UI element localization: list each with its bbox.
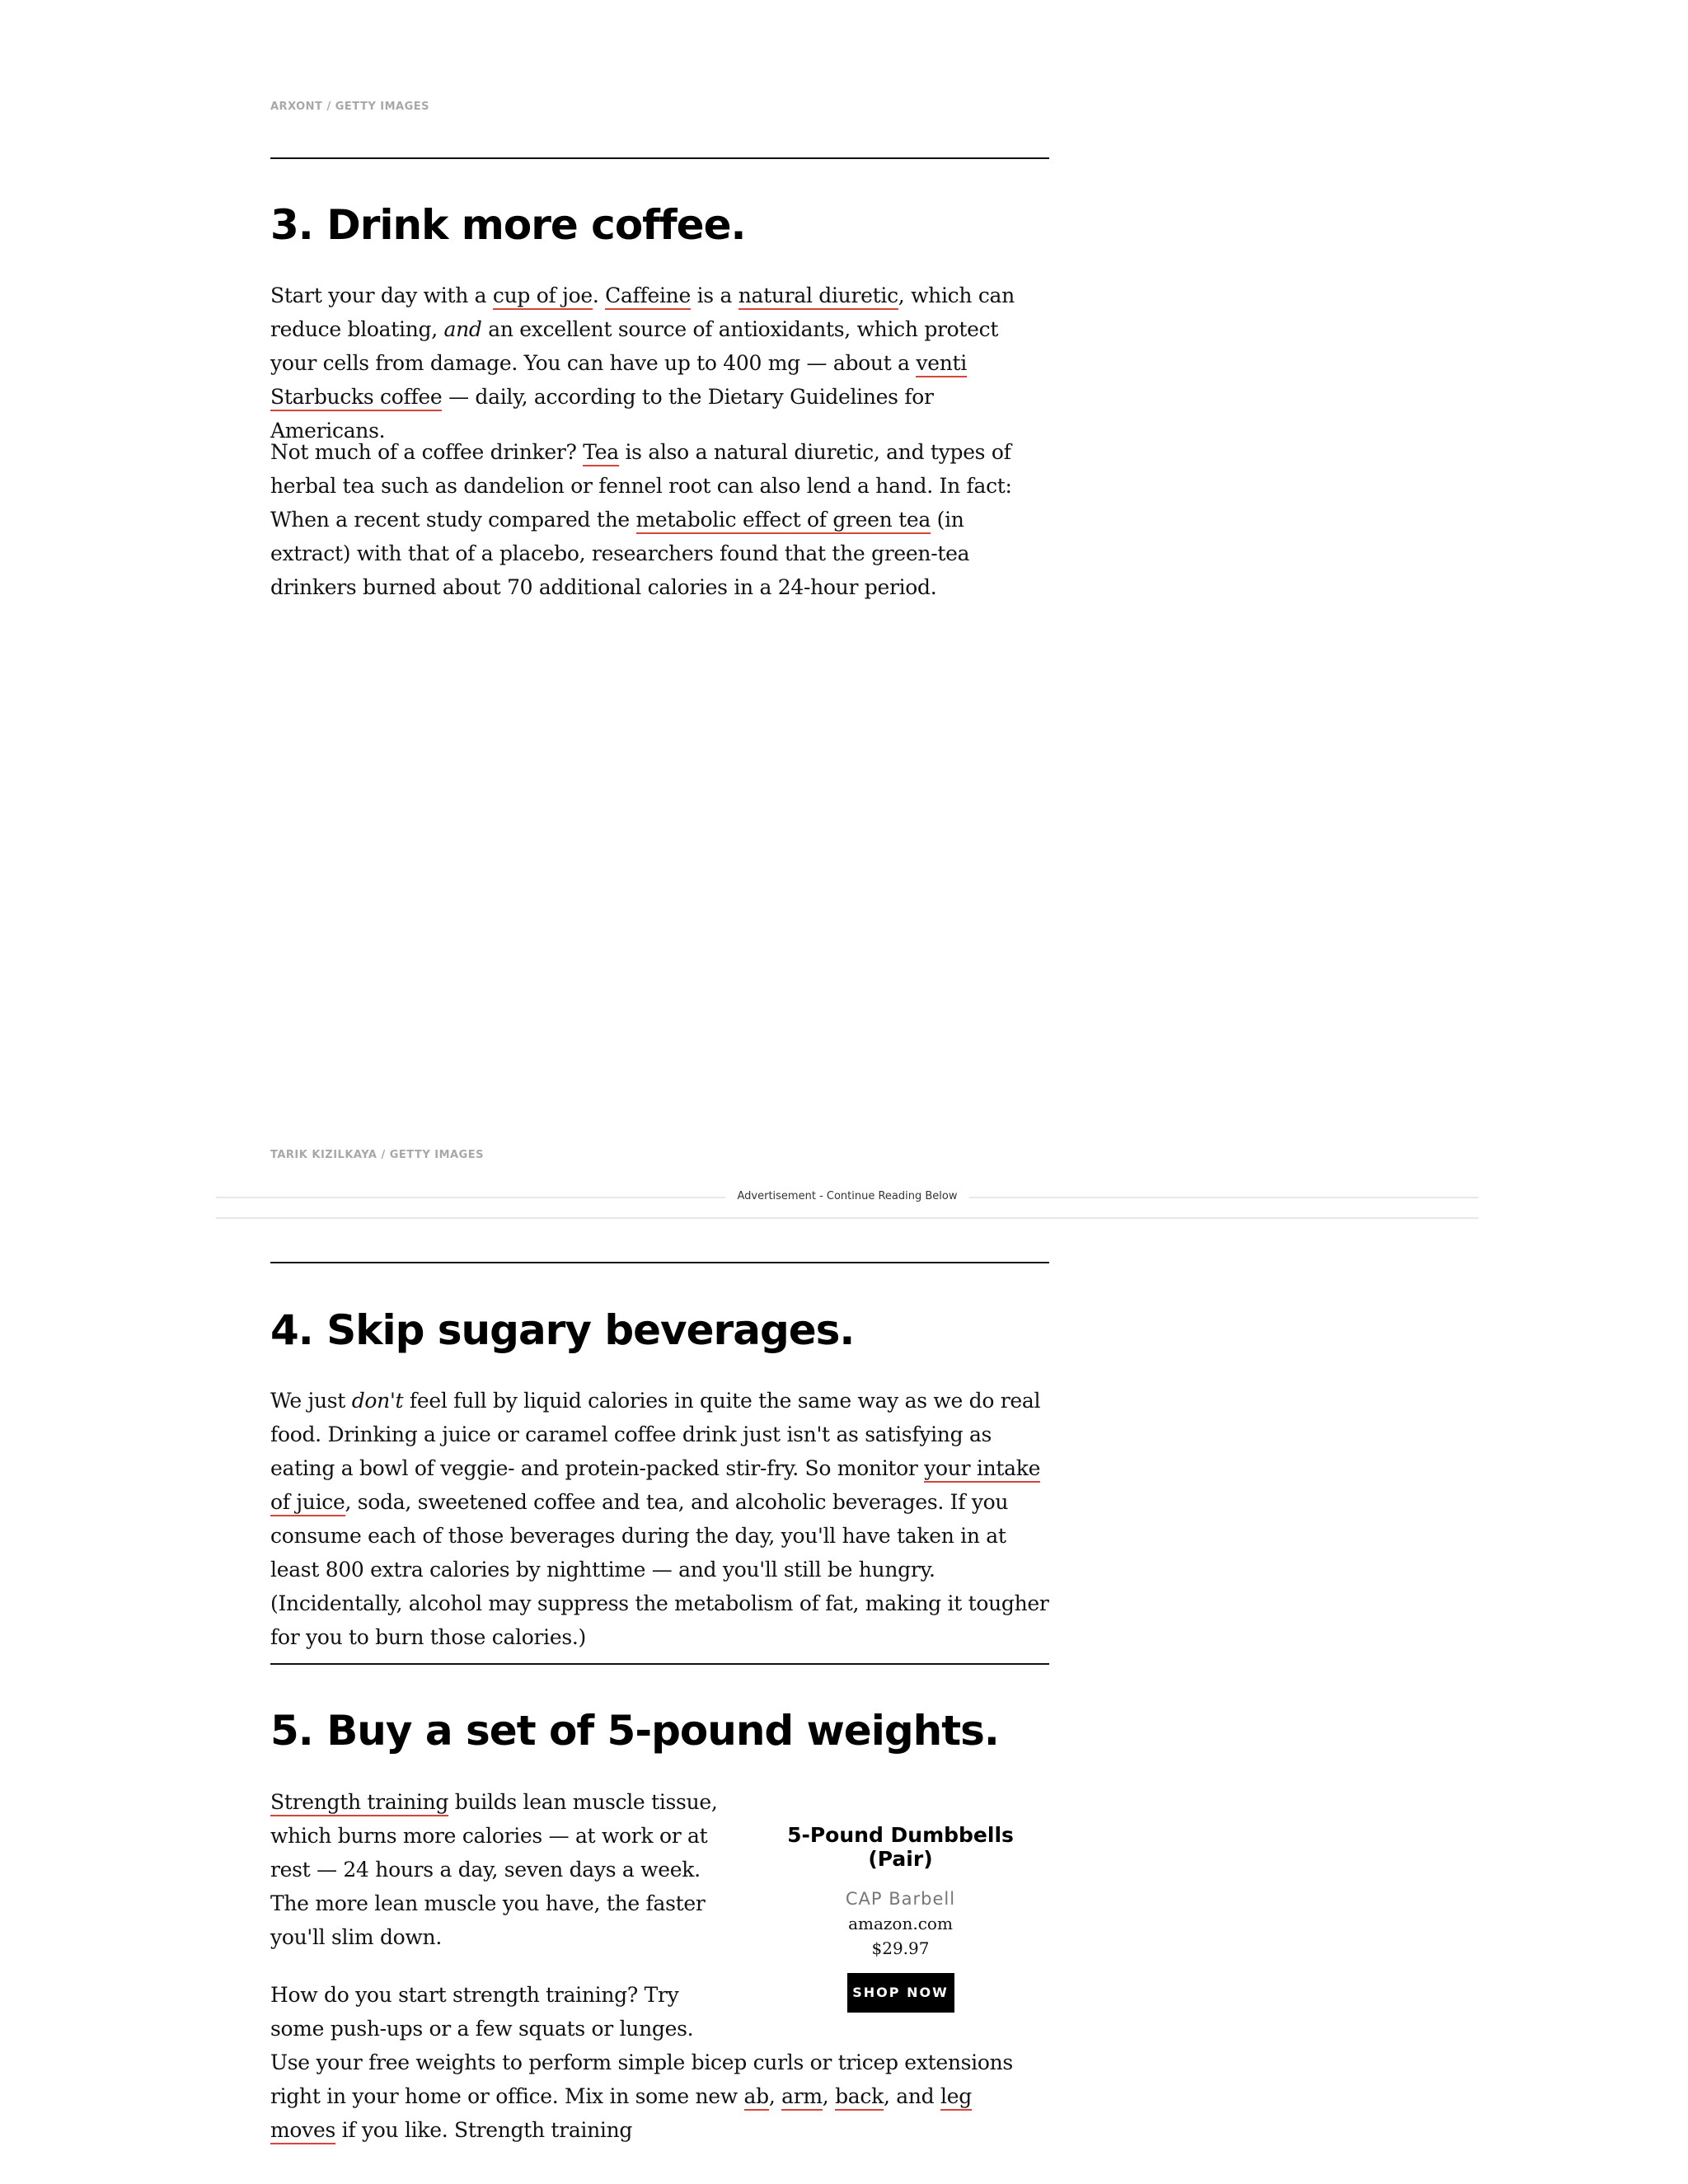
section-heading: 3. Drink more coffee. — [270, 201, 746, 249]
link-intake-of-juice[interactable]: your intake of juice — [270, 1456, 1040, 1516]
paragraph: Not much of a coffee drinker? Tea is also a natural diuretic, and types of herbal tea such as dandelion or fennel root can also lend a hand. In fact: When a recent study compared the metabolic effect of green tea (in extract) with that of a placebo, researchers found that the green-tea drinkers burned about 70 additional calories in a 24-hour period. — [270, 440, 1012, 599]
link-leg-moves[interactable]: leg moves — [270, 2084, 972, 2144]
image-credit: ARXONT / GETTY IMAGES — [270, 101, 430, 113]
image-credit: TARIK KIZILKAYA / GETTY IMAGES — [270, 1149, 485, 1161]
paragraph: Start your day with a cup of joe. Caffeine is a natural diuretic, which can reduce bloating, and an excellent source of antioxidants, which protect your cells from damage. You can have up to 400 mg — about a venti Starbucks coffee — daily, according to the Dietary Guidelines for Americans. — [270, 284, 1015, 443]
link-venti-starbucks-coffee[interactable]: venti Starbucks coffee — [270, 351, 967, 411]
link-back[interactable]: back — [835, 2084, 884, 2111]
article-image — [270, 626, 1049, 1137]
link-metabolic-effect-of-green-tea[interactable]: metabolic effect of green tea — [636, 508, 931, 534]
product-store: amazon.com — [848, 1914, 953, 1933]
link-arm[interactable]: arm — [781, 2084, 823, 2111]
section-divider — [270, 1663, 1049, 1665]
advertisement-label: Advertisement - Continue Reading Below — [726, 1190, 969, 1202]
advertisement-separator — [216, 1187, 1479, 1220]
product-name: 5-Pound Dumbbells (Pair) — [787, 1823, 1014, 1871]
paragraph: Strength training builds lean muscle tissue, which burns more calories — at work or at rest — 24 hours a day, seven days a week. The more lean muscle you have, the faster you'll slim down. — [270, 1790, 718, 1949]
section-heading: 4. Skip sugary beverages. — [270, 1306, 855, 1354]
section-heading: 5. Buy a set of 5-pound weights. — [270, 1707, 999, 1755]
paragraph: We just don't feel full by liquid calories in quite the same way as we do real food. Drinking a juice or caramel coffee drink just isn't as satisfying as eating a bowl of veggie- and protein-packed stir-fry. So monitor your intake of juice, soda, sweetened coffee and tea, and alcoholic beverages. If you consume each of those beverages during the day, you'll have taken in at least 800 extra calories by nighttime — and you'll still be hungry. (Incidentally, alcohol may suppress the metabolism of fat, making it tougher for you to burn those calories.) — [270, 1389, 1049, 1649]
section-divider — [270, 157, 1049, 159]
paragraph: How do you start strength training? Try some push-ups or a few squats or lunges. Use your free weights to perform simple bicep curls or tricep extensions right in your home or office. Mix in some new ab, arm, back, and leg moves if you like. Strength training — [270, 1978, 1025, 2147]
link-caffeine[interactable]: Caffeine — [605, 284, 691, 310]
product-card — [758, 1823, 1043, 2013]
product-brand: CAP Barbell — [845, 1889, 956, 1909]
link-natural-diuretic[interactable]: natural diuretic — [738, 284, 898, 310]
link-ab[interactable]: ab — [744, 2084, 769, 2111]
shop-now-button[interactable]: SHOP NOW — [847, 1973, 954, 2013]
product-price: $29.97 — [871, 1938, 930, 1958]
link-strength-training[interactable]: Strength training — [270, 1790, 448, 1816]
section-divider — [270, 1262, 1049, 1263]
link-tea[interactable]: Tea — [583, 440, 619, 466]
link-cup-of-joe[interactable]: cup of joe — [493, 284, 593, 310]
